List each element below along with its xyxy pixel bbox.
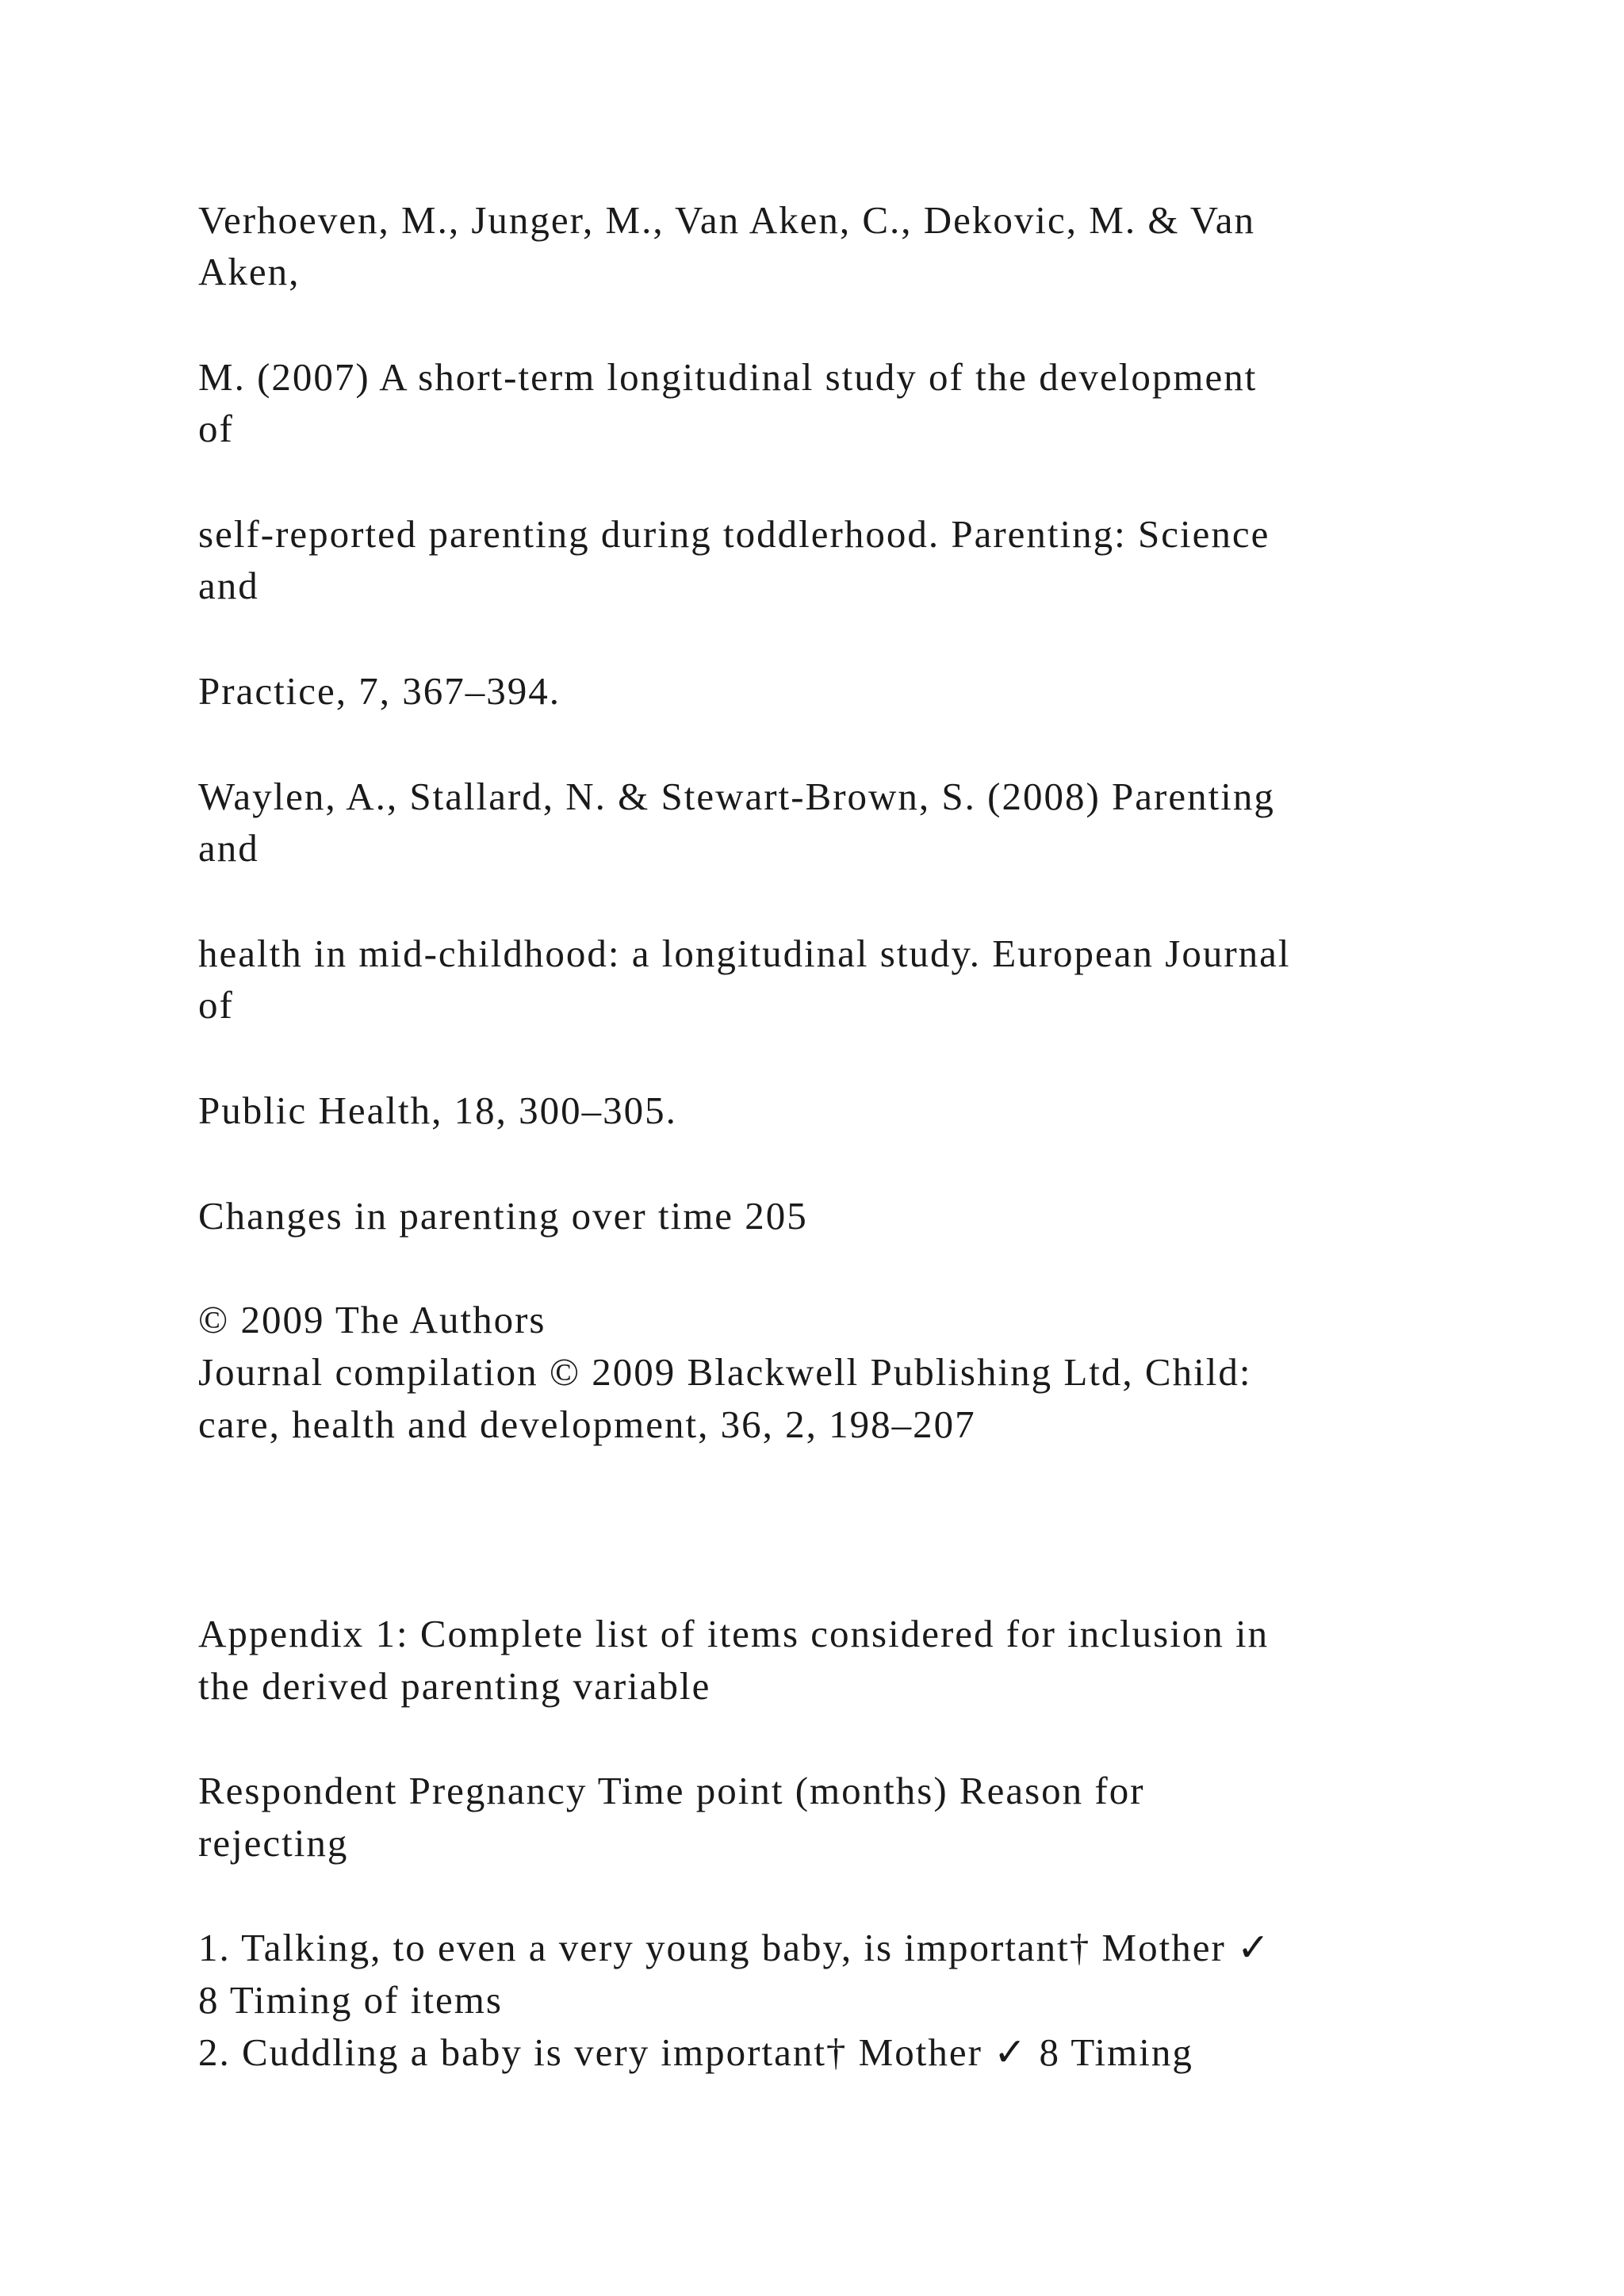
appendix-item-1-line-2: 8 Timing of items [198,1978,503,2022]
copyright-line: © 2009 The Authors [198,1298,546,1341]
reference-verhoeven-line-3: M. (2007) A short-term longitudinal study of the development [198,355,1258,399]
appendix-header-line-1: Respondent Pregnancy Time point (months) Reason for [198,1769,1145,1812]
appendix-title-line-2: the derived parenting variable [198,1664,711,1708]
reference-verhoeven-line-1: Verhoeven, M., Junger, M., Van Aken, C., Dekovic, M. & Van [198,198,1256,242]
appendix-title-line-1: Appendix 1: Complete list of items considered for inclusion in [198,1612,1270,1655]
reference-waylen-line-5: Public Health, 18, 300–305. [198,1089,677,1132]
appendix-item-2-line-1: 2. Cuddling a baby is very important† Mother ✓ 8 Timing [198,2030,1193,2074]
reference-waylen-line-3: health in mid-childhood: a longitudinal study. European Journal [198,932,1291,975]
reference-verhoeven-line-5: self-reported parenting during toddlerhood. Parenting: Science [198,512,1270,556]
appendix-item-1-line-1: 1. Talking, to even a very young baby, is important† Mother ✓ [198,1926,1272,1969]
reference-waylen-line-4: of [198,983,234,1027]
appendix-header-line-2: rejecting [198,1821,349,1865]
reference-verhoeven-line-2: Aken, [198,250,301,293]
journal-compilation-line-1: Journal compilation © 2009 Blackwell Publishing Ltd, Child: [198,1350,1252,1394]
reference-waylen-line-1: Waylen, A., Stallard, N. & Stewart-Brown, S. (2008) Parenting [198,775,1275,818]
journal-compilation-line-2: care, health and development, 36, 2, 198–207 [198,1402,976,1446]
reference-verhoeven-line-7: Practice, 7, 367–394. [198,669,561,713]
reference-verhoeven-line-4: of [198,407,234,450]
running-head: Changes in parenting over time 205 [198,1194,808,1238]
reference-verhoeven-line-6: and [198,564,259,607]
reference-waylen-line-2: and [198,826,259,870]
